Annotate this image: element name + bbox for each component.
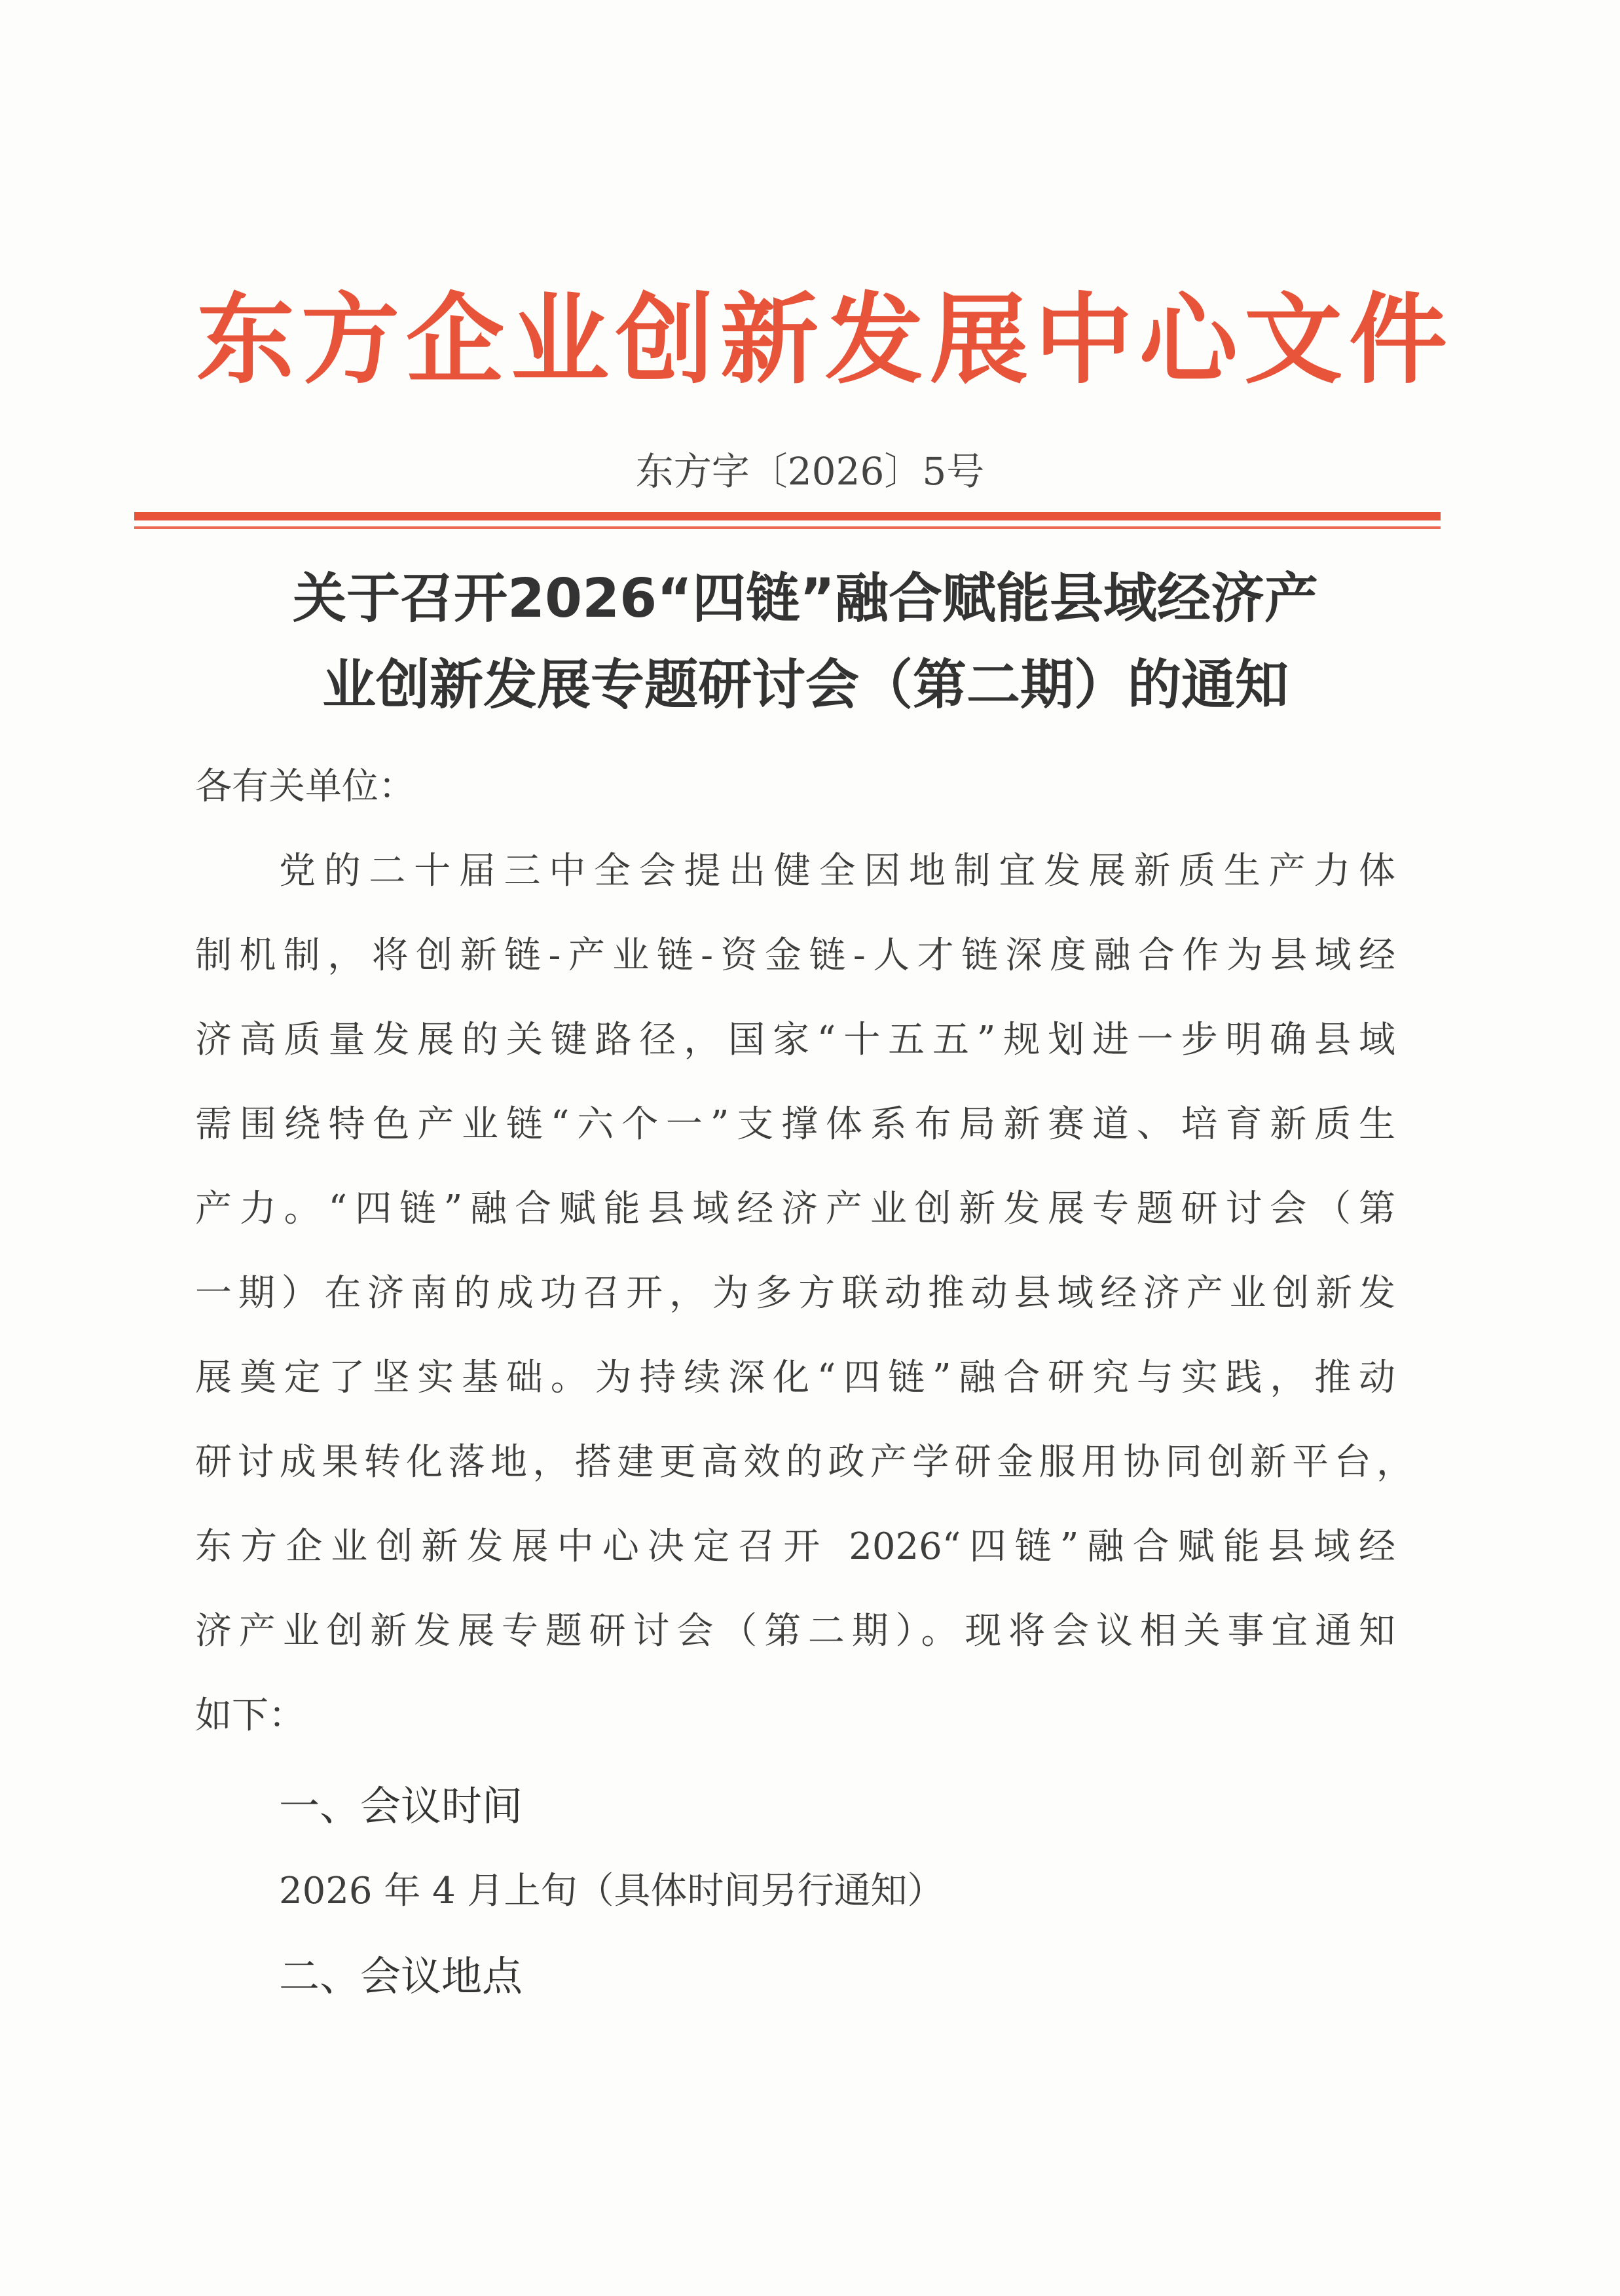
body-line: 党的二十届三中全会提出健全因地制宜发展新质生产力体 (279, 850, 1395, 892)
body-line: 需围绕特色产业链“六个一”支撑体系布局新赛道、培育新质生 (195, 1103, 1395, 1146)
body-line: 济产业创新发展专题研讨会（第二期）。现将会议相关事宜通知 (195, 1610, 1395, 1652)
section-heading-meeting-time: 一、会议时间 (279, 1782, 523, 1830)
notice-title-line-1: 关于召开2026“四链”融合赋能县域经济产 (292, 568, 1318, 630)
red-divider-thick (134, 512, 1441, 520)
body-line: 一期）在济南的成功召开，为多方联动推动县域经济产业创新发 (195, 1272, 1395, 1315)
body-line: 制机制，将创新链-产业链-资金链-人才链深度融合作为县域经 (195, 934, 1395, 977)
notice-title-line-2: 业创新发展专题研讨会（第二期）的通知 (322, 654, 1289, 716)
body-line: 济高质量发展的关键路径，国家“十五五”规划进一步明确县域 (195, 1019, 1395, 1061)
meeting-time-text: 2026 年 4 月上旬（具体时间另行通知） (279, 1870, 944, 1912)
salutation: 各有关单位： (195, 765, 415, 808)
issuer-header-title: 东方企业创新发展中心文件 (196, 283, 1454, 397)
body-line: 如下： (195, 1694, 305, 1737)
red-divider-thin (134, 526, 1441, 529)
section-heading-meeting-location: 二、会议地点 (279, 1952, 523, 2000)
body-line: 研讨成果转化落地，搭建更高效的政产学研金服用协同创新平台， (195, 1441, 1413, 1484)
body-line: 产力。“四链”融合赋能县域经济产业创新发展专题研讨会（第 (195, 1188, 1395, 1230)
body-line: 展奠定了坚实基础。为持续深化“四链”融合研究与实践，推动 (195, 1357, 1395, 1399)
body-line: 东方企业创新发展中心决定召开 2026“四链”融合赋能县域经 (195, 1525, 1395, 1568)
document-number: 东方字〔2026〕5号 (635, 449, 985, 494)
